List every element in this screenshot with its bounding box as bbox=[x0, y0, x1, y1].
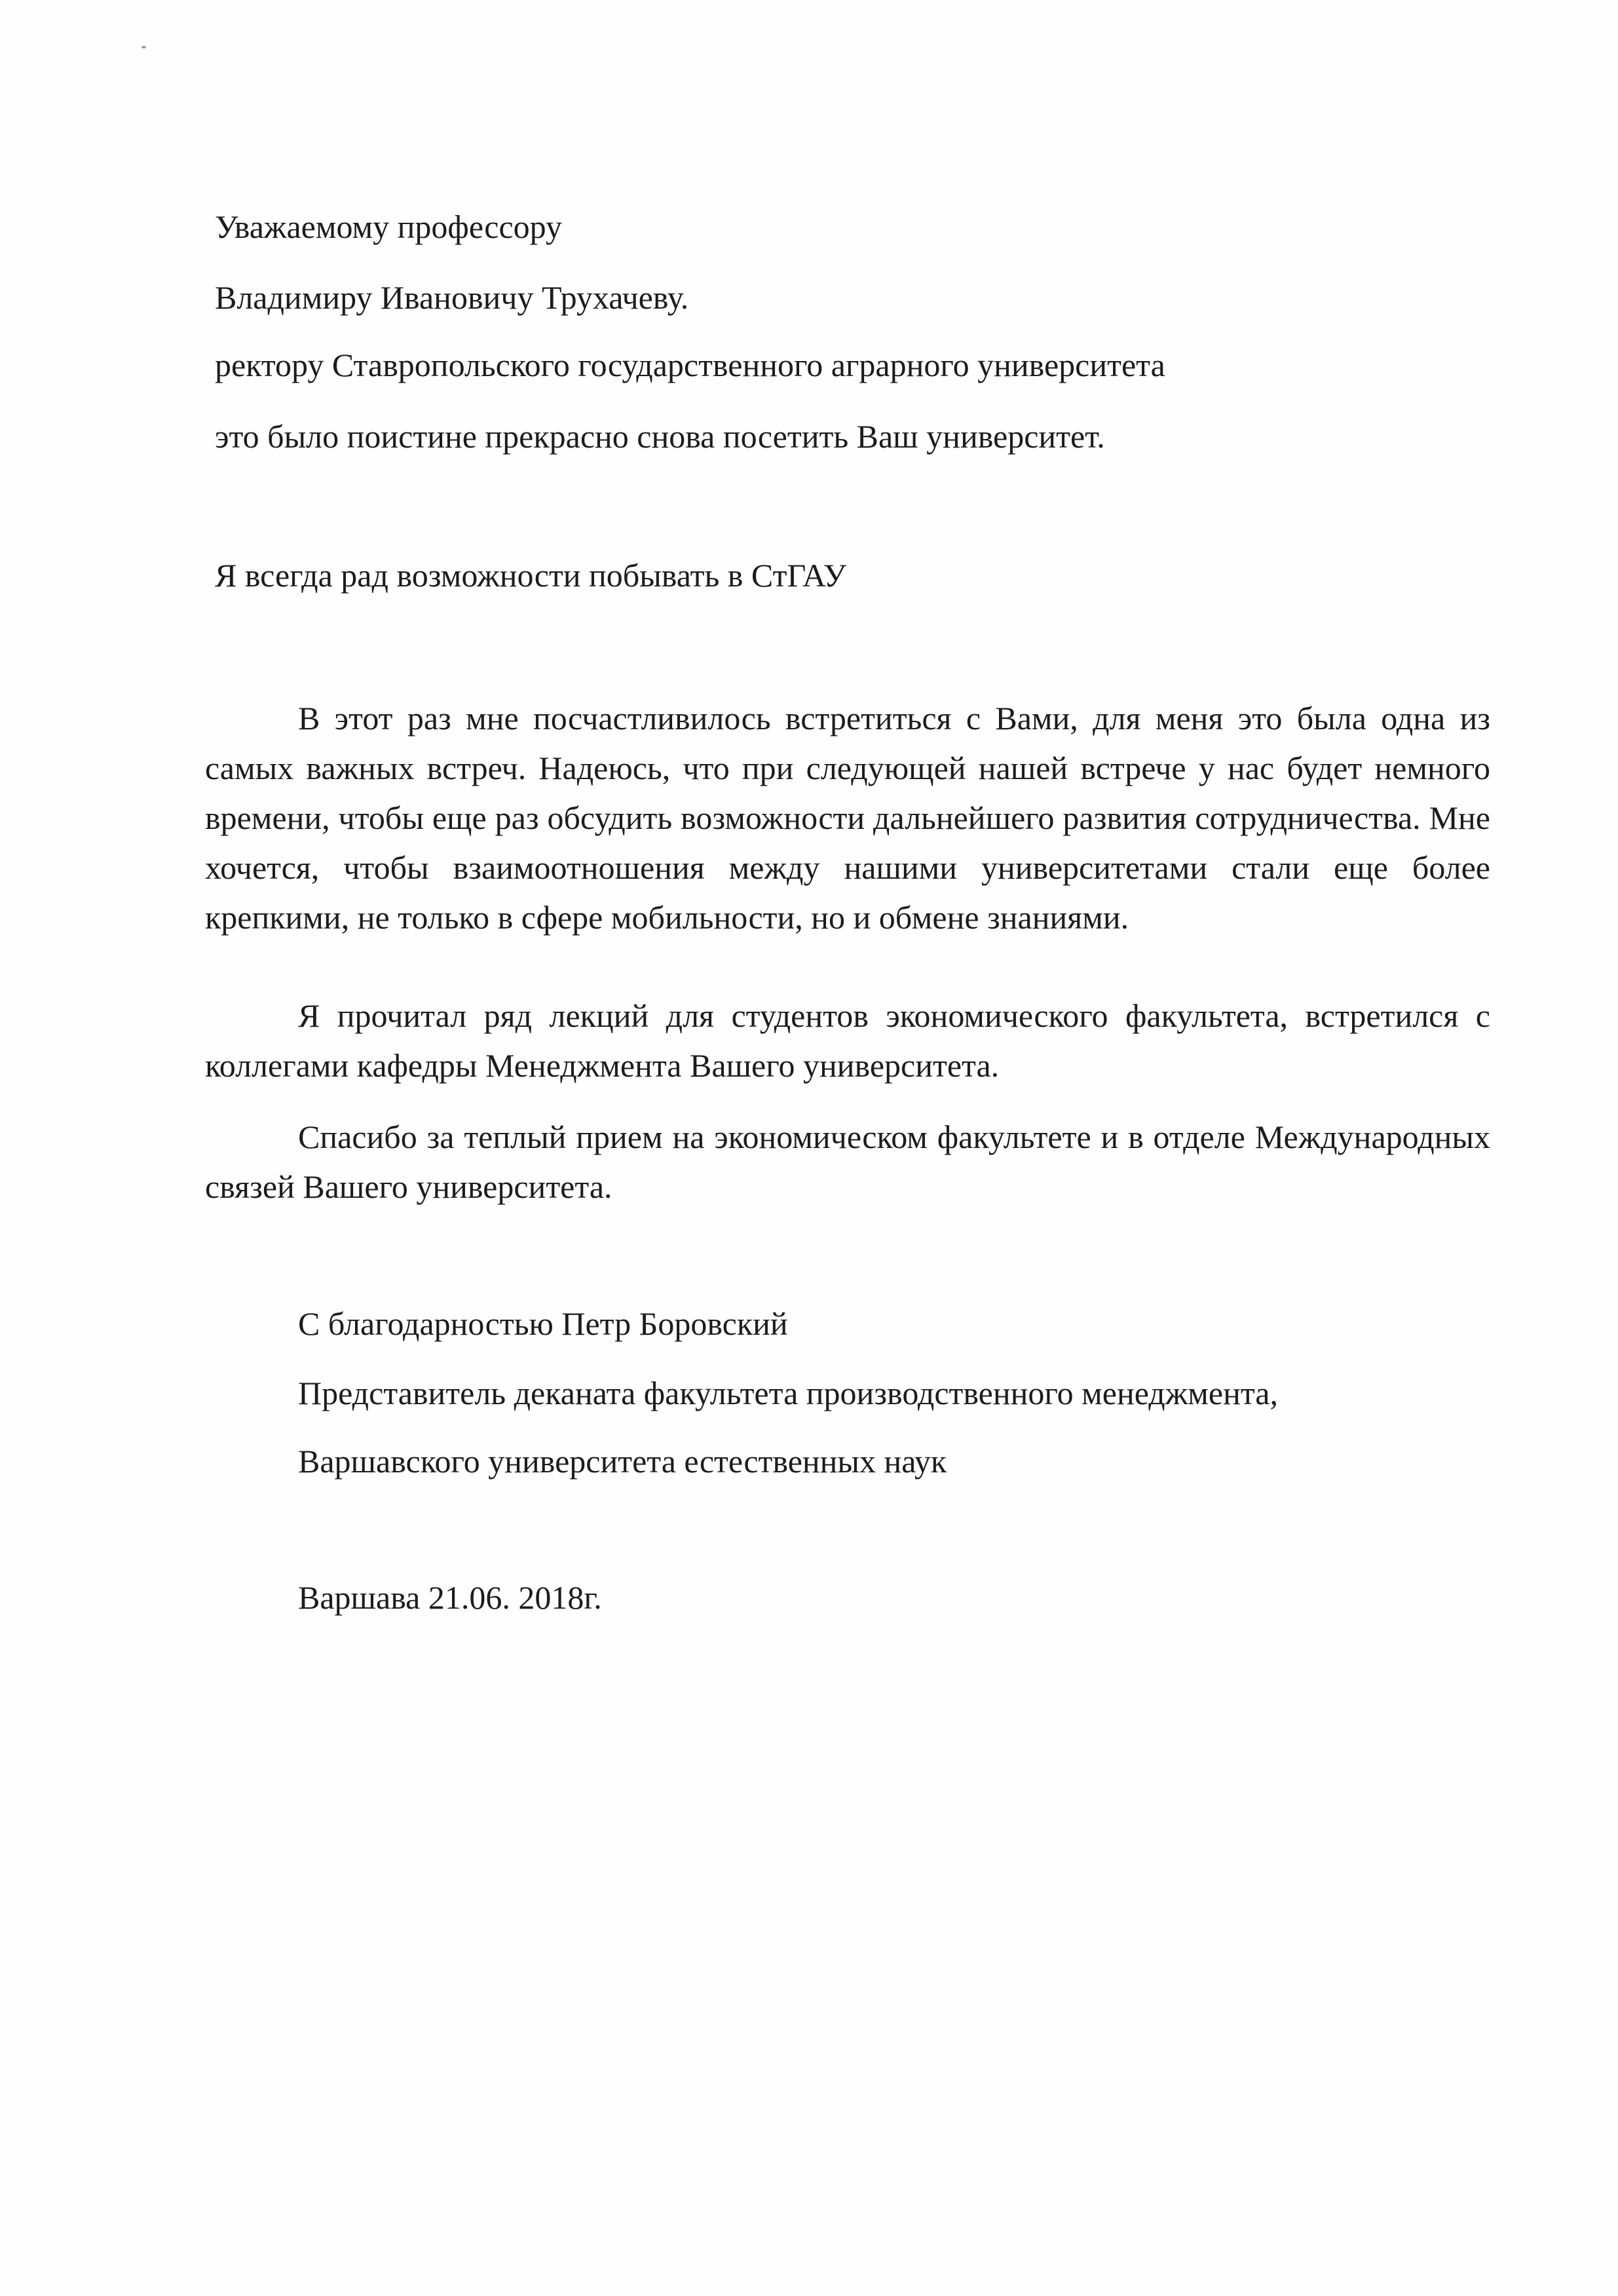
body-paragraph-1: В этот раз мне посчастливилось встретиться с Вами, для меня это была одна из самых важных встреч. Надеюсь, что при следующей нашей встрече у нас будет немного времени, чтобы еще раз обсудить возможности дальнейшего развития сотрудничества. Мне хочется, чтобы взаимоотношения между нашими университетами стали еще более крепкими, не только в сфере мобильности, но и обмене знаниями. bbox=[205, 700, 1490, 936]
signature-position: Представитель деканата факультета производственного менеджмента, bbox=[298, 1375, 1278, 1411]
signature-institution: Варшавского университета естественных наук bbox=[298, 1443, 947, 1480]
intro-line: Я всегда рад возможности побывать в СтГАУ bbox=[215, 557, 847, 594]
place-date: Варшава 21.06. 2018г. bbox=[298, 1579, 602, 1616]
body-paragraph-2: Я прочитал ряд лекций для студентов экономического факультета, встретился с коллегами кафедры Менеджмента Вашего университета. bbox=[205, 997, 1490, 1084]
addressee-line-1: Уважаемому профессору bbox=[215, 208, 562, 245]
signature-closing: С благодарностью Петр Боровский bbox=[298, 1305, 788, 1342]
body-paragraph-3: Спасибо за теплый прием на экономическом факультете и в отделе Международных связей Вашего университета. bbox=[205, 1119, 1490, 1205]
scan-speck bbox=[141, 46, 146, 48]
addressee-line-3: ректору Ставропольского государственного аграрного университета bbox=[215, 347, 1165, 383]
addressee-line-4: это было поистине прекрасно снова посетить Ваш университет. bbox=[215, 418, 1105, 455]
addressee-line-2: Владимиру Ивановичу Трухачеву. bbox=[215, 279, 689, 316]
